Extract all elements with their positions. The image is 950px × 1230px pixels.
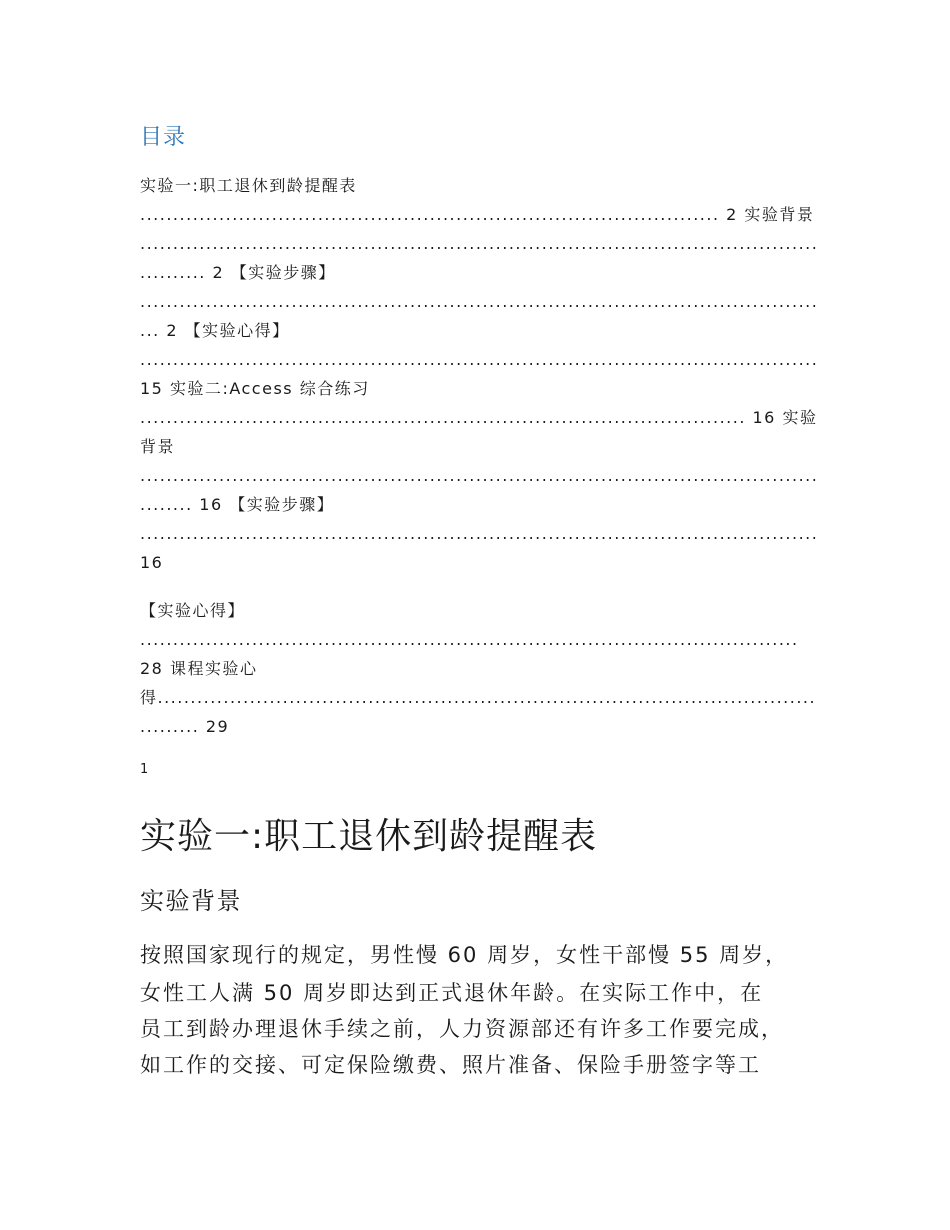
toc-line: ....................................................................................................... [140,292,819,311]
toc-line: 【实验心得】 [140,601,246,620]
toc-heading: 目录 [140,125,187,150]
toc-line: 得.................................................................................................... [140,688,817,707]
toc-line: ........................................................................................ 2 实验背景 [140,205,815,224]
toc-line: 28 课程实验心 [140,659,258,678]
toc-line: ... 2 【实验心得】 [140,321,290,340]
toc-line: ....................................................................................................... [140,234,819,253]
paragraph-line: 按照国家现行的规定，男性慢 60 周岁，女性干部慢 55 周岁， [140,943,789,967]
section-subtitle: 实验背景 [140,887,242,915]
toc-line: ............................................................................................ 16 实验 [140,408,818,427]
paragraph-line: 女性工人满 50 周岁即达到正式退休年龄。在实际工作中，在 [140,981,764,1005]
paragraph-line: 如工作的交接、可定保险缴费、照片准备、保险手册签字等工 [140,1053,761,1077]
toc-line: ....................................................................................................... [140,524,819,543]
paragraph-line: 员工到龄办理退休手续之前，人力资源部还有许多工作要完成， [140,1017,784,1041]
toc-line: .................................................................................................... [140,630,799,649]
toc-line: 背景 [140,437,176,456]
toc-line: ....................................................................................................... [140,466,819,485]
toc-line: ....................................................................................................... [140,350,819,369]
toc-line: ........ 16 【实验步骤】 [140,495,335,514]
page-number: 1 [140,762,149,777]
section-title: 实验一:职工退休到龄提醒表 [140,816,598,857]
toc-line: ......... 29 [140,717,230,736]
toc-line: .......... 2 【实验步骤】 [140,263,336,282]
toc-line: 16 [140,553,164,572]
toc-line: 实验一:职工退休到龄提醒表 [140,176,357,195]
toc-line: 15 实验二:Access 综合练习 [140,379,370,398]
